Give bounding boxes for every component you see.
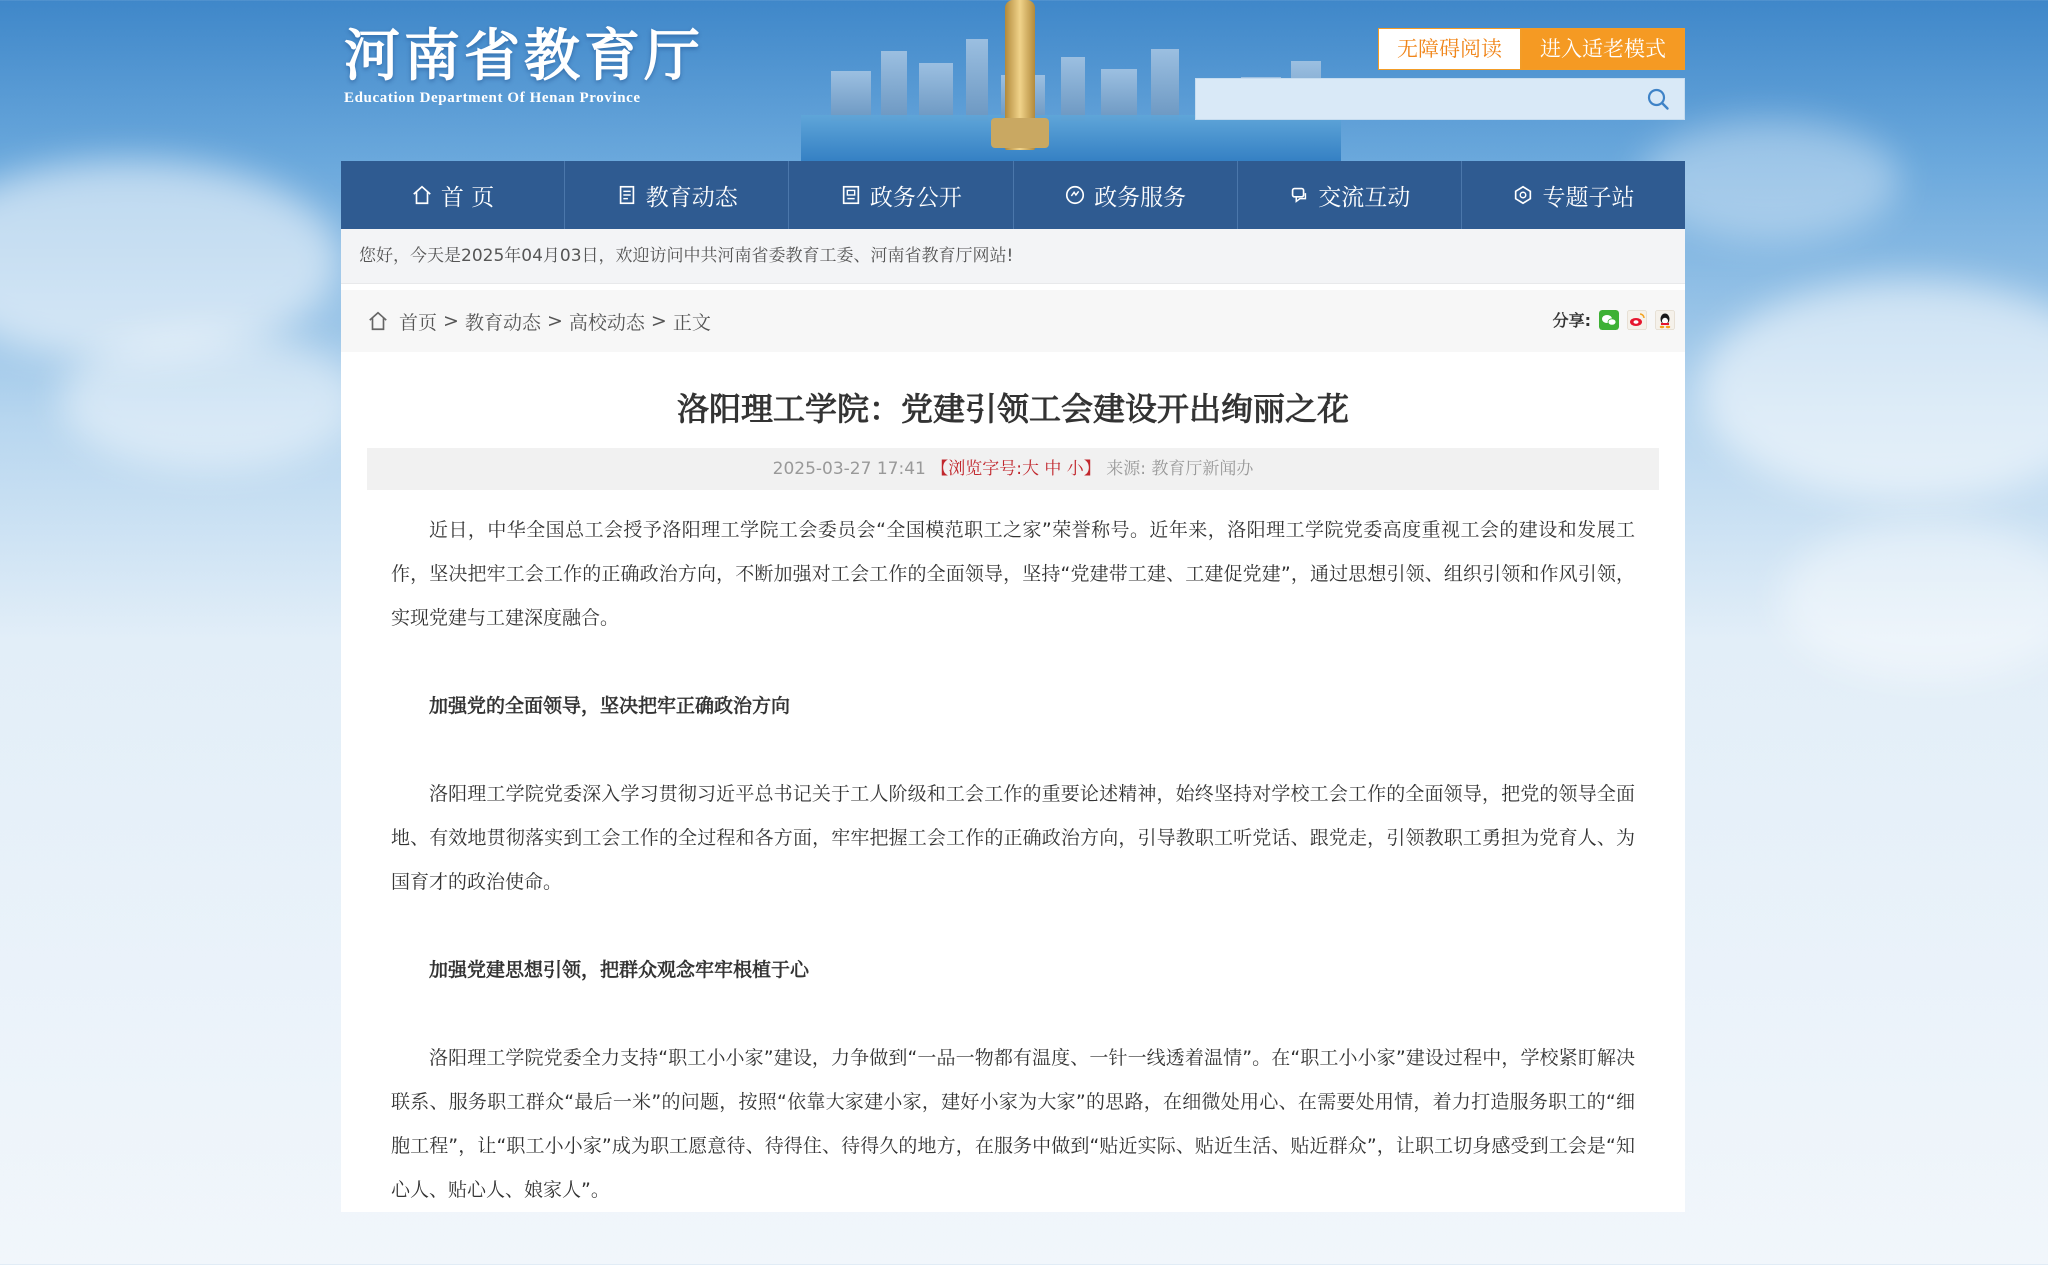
breadcrumb-current: 正文: [672, 311, 711, 334]
decorative-cloud: [0, 160, 340, 360]
source-label: 来源:: [1106, 459, 1146, 479]
accessible-reading-button[interactable]: 无障碍阅读: [1378, 28, 1521, 70]
decorative-cloud: [1780, 520, 2048, 680]
chat-icon: [1288, 184, 1310, 206]
nav-label: 教育动态: [645, 184, 738, 211]
font-size-switcher: [931, 459, 1101, 479]
logo-english: Education Department Of Henan Province: [344, 90, 641, 106]
weibo-icon[interactable]: [1627, 310, 1647, 330]
article-meta: [367, 448, 1659, 490]
nav-item-topics[interactable]: [1462, 161, 1685, 229]
article-paragraph: 洛阳理工学院党委全力支持“职工小小家”建设，力争做到“一品一物都有温度、一针一线透着温情”。在“职工小小家”建设过程中，学校紧盯解决联系、服务职工群众“最后一米”的问题，按照“依靠大家建小家，建好小家为大家”的思路，在细微处用心、在需要处用情，着力打造服务职工的“细胞工程”，让“职工小小家”成为职工愿意待、待得住、待得久的地方，在服务中做到“贴近实际、贴近生活、贴近群众”，让职工切身感受到工会是“知心人、贴心人、娘家人”。: [391, 1047, 1635, 1201]
document-icon: [840, 184, 862, 206]
breadcrumb-university-news[interactable]: 高校动态: [568, 311, 645, 334]
nav-item-gov-affairs[interactable]: [789, 161, 1013, 229]
article-paragraph: 近日，中华全国总工会授予洛阳理工学院工会委员会“全国模范职工之家”荣誉称号。近年来，洛阳理工学院党委高度重视工会的建设和发展工作，坚决把牢工会工作的正确政治方向，不断加强对工会工作的全面领导，坚持“党建带工建、工建促党建”，通过思想引领、组织引领和作风引领，实现党建与工建深度融合。: [391, 519, 1635, 629]
search-box: [1195, 78, 1685, 120]
home-icon: [411, 184, 433, 206]
article: [341, 352, 1685, 1212]
nav-item-gov-services[interactable]: [1014, 161, 1238, 229]
topic-icon: [1512, 184, 1534, 206]
font-size-large-button[interactable]: 大: [1021, 459, 1039, 479]
article-paragraph: 洛阳理工学院党委深入学习贯彻习近平总书记关于工人阶级和工会工作的重要论述精神，始终坚持对学校工会工作的全面领导，把党的领导全面地、有效地贯彻落实到工会工作的全过程和各方面，牢牢把握工会工作的正确政治方向，引导教职工听党话、跟党走，引领教职工勇担为党育人、为国育才的政治使命。: [391, 783, 1635, 893]
wechat-icon[interactable]: [1599, 310, 1619, 330]
page-wrapper: [341, 0, 1685, 1212]
share-label: 分享:: [1552, 311, 1591, 330]
article-body: [367, 508, 1659, 1212]
news-icon: [616, 184, 638, 206]
decorative-cloud: [1700, 280, 2048, 500]
elder-mode-button[interactable]: 进入适老模式: [1521, 28, 1685, 70]
font-size-medium-button[interactable]: 中: [1044, 459, 1062, 479]
nav-label: 专题子站: [1542, 184, 1635, 211]
nav-item-home[interactable]: [341, 161, 565, 229]
share-bar: [1553, 308, 1675, 331]
welcome-message: 您好，今天是2025年04月03日，欢迎访问中共河南省委教育工委、河南省教育厅网站!: [341, 229, 1685, 284]
logo-chinese: 河南省教育厅: [344, 23, 704, 89]
nav-label: 首 页: [440, 184, 495, 211]
search-icon[interactable]: [1646, 87, 1670, 111]
breadcrumb-home[interactable]: 首页: [399, 311, 438, 334]
accessibility-buttons: [1378, 28, 1685, 70]
breadcrumb: [341, 290, 1685, 352]
article-subheading: 加强党的全面领导，坚决把牢正确政治方向: [429, 695, 791, 717]
font-size-small-button[interactable]: 小: [1066, 459, 1084, 479]
qq-icon[interactable]: [1655, 310, 1675, 330]
breadcrumb-separator: >: [650, 310, 667, 332]
font-size-suffix: 】: [1083, 459, 1101, 479]
nav-item-interaction[interactable]: [1238, 161, 1462, 229]
breadcrumb-separator: >: [546, 310, 563, 332]
site-logo[interactable]: [344, 24, 704, 107]
article-source: 教育厅新闻办: [1151, 459, 1254, 479]
service-icon: [1064, 184, 1086, 206]
nav-item-education-news[interactable]: [565, 161, 789, 229]
landmark-tower-base: [991, 118, 1049, 148]
main-nav: [341, 161, 1685, 229]
nav-label: 交流互动: [1318, 184, 1411, 211]
article-datetime: 2025-03-27 17:41: [772, 459, 926, 479]
search-input[interactable]: [1196, 79, 1684, 119]
main-content: [341, 229, 1685, 1212]
nav-label: 政务公开: [869, 184, 962, 211]
decorative-cloud: [60, 330, 360, 470]
site-header: [341, 0, 1685, 161]
breadcrumb-education-news[interactable]: 教育动态: [464, 311, 541, 334]
article-subheading: 加强党建思想引领，把群众观念牢牢根植于心: [429, 959, 810, 981]
breadcrumb-separator: >: [443, 310, 459, 332]
home-icon[interactable]: [367, 310, 389, 332]
nav-label: 政务服务: [1094, 184, 1187, 211]
font-size-prefix: 【浏览字号:: [931, 459, 1022, 479]
article-title: 洛阳理工学院：党建引领工会建设开出绚丽之花: [676, 390, 1349, 428]
